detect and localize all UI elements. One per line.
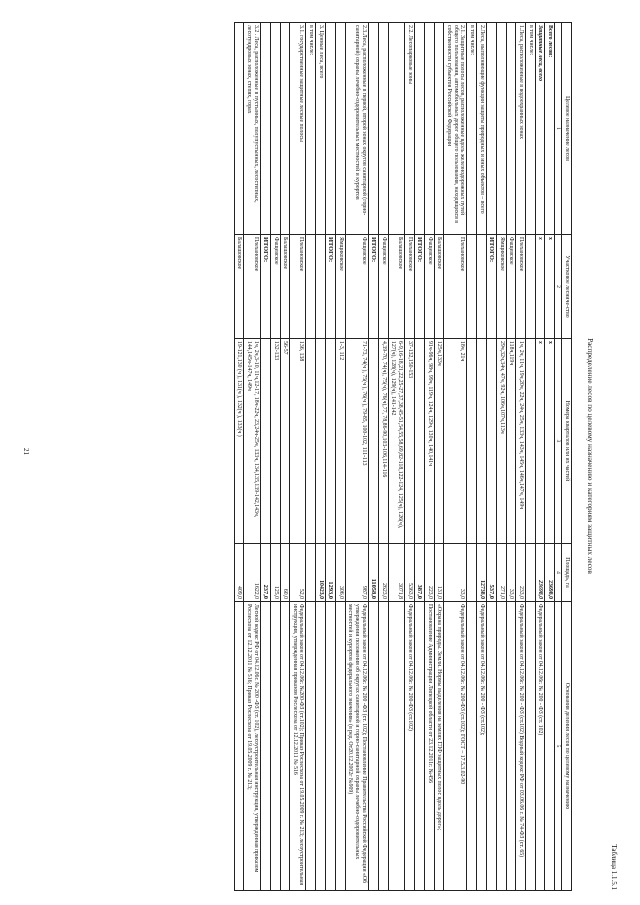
purpose-cell: 2.Леса, выполняющие функции защиты природных и иных объектов – всего: [477, 23, 487, 235]
basis-cell: [497, 602, 507, 891]
quarters-cell: x: [545, 339, 555, 544]
header-number: 3: [555, 339, 562, 544]
page-number: 21: [22, 448, 30, 455]
quarters-cell: 136, 138: [290, 339, 306, 544]
purpose-cell: Всего лесов:: [545, 23, 555, 235]
table-row: [345, 23, 368, 891]
purpose-cell: [486, 23, 496, 235]
forestry-cell: x: [535, 235, 545, 339]
table-body: [234, 23, 554, 891]
basis-cell: [545, 602, 555, 891]
area-cell: [467, 544, 477, 602]
purpose-cell: [497, 23, 507, 235]
purpose-cell: 3. Ценные леса, всего: [316, 23, 326, 235]
area-cell: 5363,0: [405, 544, 415, 602]
table-row: [535, 23, 545, 891]
table-row: [379, 23, 389, 891]
header-number: 2: [555, 235, 562, 339]
basis-cell: [234, 602, 244, 891]
area-cell: 131,0: [434, 544, 444, 602]
quarters-cell: [526, 339, 536, 544]
purpose-cell: 3.2 . Леса, расположенные в пустынных, полупустынных, лесостепных, лесотундровых зонах, степях, горах: [244, 23, 260, 235]
quarters-cell: 37-132,150-153: [405, 339, 415, 544]
basis-cell: [260, 602, 270, 891]
forestry-cell: ИТОГО:: [325, 235, 335, 339]
table-row: [425, 23, 435, 891]
forestry-cell: x: [545, 235, 555, 339]
table-row: [497, 23, 507, 891]
purpose-cell: [325, 23, 335, 235]
area-cell: 1622,0: [244, 544, 260, 602]
table-row: [270, 23, 280, 891]
forestry-cell: Ямщиковское: [336, 235, 346, 339]
purpose-cell: [280, 23, 290, 235]
basis-cell: [270, 602, 280, 891]
area-cell: 237,0: [260, 544, 270, 602]
forestry-cell: ИТОГО:: [368, 235, 378, 339]
quarters-cell: [306, 339, 316, 544]
quarters-cell: 132-133: [270, 339, 280, 544]
basis-cell: «Охрана природы. Земли. Нормы выделения на землях ГЛФ защитных полос вдоль дорог»;: [434, 602, 444, 891]
table-row: [434, 23, 444, 891]
header-row: [562, 23, 572, 891]
forestry-cell: Фащевское: [379, 235, 389, 339]
basis-cell: Лесной кодекс РФ от 04.12.06г. № 200 -ФЗ (ст. 102), лесоустроительная инструкция, утвержденная приказом Рослесхоза от 12.12.2011 № 516; Приказ Рослесхоза от 19.05.2009 г. № 213;: [244, 602, 260, 891]
forestry-cell: ИТОГО:: [260, 235, 270, 339]
area-cell: 10423,0: [316, 544, 326, 602]
header-number: 4: [555, 544, 562, 602]
basis-cell: Федеральный закон от 04.12.06г. № 200 - ФЗ (ст.102) Водный кодекс РФ от 03.06.06 г. № 74-ФЗ (ст. 65): [516, 602, 526, 891]
quarters-cell: 125ч,133ч: [434, 339, 444, 544]
table-row: [336, 23, 346, 891]
quarters-cell: x: [535, 339, 545, 544]
quarters-cell: 71-73, 74(ч ), 75(ч ), 76(ч ), 79-85, 100-102, 111-113: [345, 339, 368, 544]
quarters-cell: 1ч, 2ч, 11ч, 19ч,20ч, 22ч, 24ч, 25ч, 133ч, 143ч, 145ч, 146ч,147ч, 149ч: [516, 339, 526, 544]
quarters-cell: [325, 339, 335, 544]
forestry-cell: Балашовское: [234, 235, 244, 339]
table-label: Таблица 1.1.5.1: [610, 844, 618, 890]
area-cell: 2623,0: [379, 544, 389, 602]
header-cell: Площадь, га: [562, 544, 572, 602]
quarters-cell: 29ч,32ч,34ч, 47ч, 92ч, 106ч,107ч,113ч: [497, 339, 507, 544]
quarters-cell: 18ч, 21ч: [444, 339, 467, 544]
header-number-row: [555, 23, 562, 891]
table-row: [486, 23, 496, 891]
basis-cell: [379, 602, 389, 891]
table-row: [280, 23, 290, 891]
purpose-cell: в том числе:: [526, 23, 536, 235]
forestry-cell: Плехановское: [244, 235, 260, 339]
header-cell: Целевое назначение лесов: [562, 23, 572, 235]
table-row: [545, 23, 555, 891]
table-row: [516, 23, 526, 891]
purpose-cell: 3.1. государственные защитные лесные полосы: [290, 23, 306, 235]
basis-cell: [316, 602, 326, 891]
purpose-cell: [506, 23, 516, 235]
quarters-cell: [368, 339, 378, 544]
basis-cell: [388, 602, 404, 891]
header-cell: Номера кварталов или их частей: [562, 339, 572, 544]
area-cell: 271,0: [497, 544, 507, 602]
table-row: [477, 23, 487, 891]
table-row: [444, 23, 467, 891]
purpose-cell: 2.3.Леса, расположенные в первой, второй зонах округов санитарной (горно- санитарной) охраны лечебно-оздоровительных местностей и курортов: [345, 23, 368, 235]
area-cell: 23698,0: [535, 544, 545, 602]
table-row: [316, 23, 326, 891]
table-row: [260, 23, 270, 891]
header-cell: Основания деления лесов по целевому назначению: [562, 602, 572, 891]
forestry-cell: [306, 235, 316, 339]
forestry-cell: ИТОГО:: [414, 235, 424, 339]
forestry-cell: Фащевское: [425, 235, 435, 339]
basis-cell: [506, 602, 516, 891]
forestry-cell: Фащевское: [270, 235, 280, 339]
area-cell: 33,0: [444, 544, 467, 602]
quarters-cell: 6-9,16-18,21,22,25-27,37,38,45-51,54,55,58,69,82-118,122-124, 125(ч), 126(ч), 127(ч), 128(ч), 129(ч), 141-142: [388, 339, 404, 544]
basis-cell: Федеральный закон от 04.12.06г. № 200 - ФЗ (ст. 102): [535, 602, 545, 891]
basis-cell: [368, 602, 378, 891]
area-cell: 223,0: [425, 544, 435, 602]
basis-cell: [486, 602, 496, 891]
forestry-cell: ИТОГО:: [486, 235, 496, 339]
area-cell: 23698,0: [545, 544, 555, 602]
area-cell: [526, 544, 536, 602]
forestry-cell: [526, 235, 536, 339]
basis-cell: Федеральный закон от 04.12.06г. № 200-ФЗ (ст.102); ГОСТ – 17.5.3.02-90: [444, 602, 467, 891]
quarters-cell: 118ч,119ч: [506, 339, 516, 544]
rotated-page-content: [20, 16, 620, 896]
area-cell: 11058,0: [368, 544, 378, 602]
quarters-cell: 1ч, 2ч,3-10, 11ч,12-17, 18ч-22ч, 23,24ч-25ч, 133ч, 134,135,139-142,143ч, 144,145ч-147ч, 149ч: [244, 339, 260, 544]
table-row: [405, 23, 415, 891]
forestry-cell: Фащевское: [506, 235, 516, 339]
purpose-cell: [270, 23, 280, 235]
table-row: [506, 23, 516, 891]
purpose-cell: [260, 23, 270, 235]
forestry-cell: Плехановское: [444, 235, 467, 339]
area-cell: 387,0: [414, 544, 424, 602]
quarters-cell: 4,39-70, 74(ч), 75(ч), 76(ч),77, 78,86-90,103-106,114-116: [379, 339, 389, 544]
forestry-cell: Плехановское: [290, 235, 306, 339]
quarters-cell: 91ч-96ч, 98ч, 99ч, 119ч, 124ч, 129ч, 130ч, 140,141ч: [425, 339, 435, 544]
area-cell: [306, 544, 316, 602]
forestry-cell: Плехановское: [516, 235, 526, 339]
purpose-cell: [336, 23, 346, 235]
purpose-cell: [234, 23, 244, 235]
forestry-cell: Балашовское: [434, 235, 444, 339]
header-number: 5: [555, 602, 562, 891]
area-cell: 537,0: [486, 544, 496, 602]
purpose-cell: [379, 23, 389, 235]
forestry-cell: Фащевское: [345, 235, 368, 339]
quarters-cell: 19-121,130 (ч ), 131(ч ), 132(ч ), 133(ч ): [234, 339, 244, 544]
table-caption: Распределение лесов по целевому назначению и категориям защитных лесов: [586, 338, 594, 574]
area-cell: 1293,0: [325, 544, 335, 602]
purpose-cell: в том числе:: [467, 23, 477, 235]
table-row: [414, 23, 424, 891]
basis-cell: Федеральный закон от 04.12.06г. № 200 - ФЗ (ст.102);: [477, 602, 487, 891]
basis-cell: Федеральный закон от 04.12.06г. № 200-ФЗ (ст.102): [405, 602, 415, 891]
table-row: [467, 23, 477, 891]
purpose-cell: [434, 23, 444, 235]
table-row: [388, 23, 404, 891]
table-row: [325, 23, 335, 891]
area-cell: 306,0: [336, 544, 346, 602]
table-row: [290, 23, 306, 891]
area-cell: 52,0: [290, 544, 306, 602]
purpose-cell: [388, 23, 404, 235]
purpose-cell: 2.2. Лесопарковые зоны: [405, 23, 415, 235]
basis-cell: [414, 602, 424, 891]
quarters-cell: 1-3, 112: [336, 339, 346, 544]
forestry-cell: Балашовское: [280, 235, 290, 339]
basis-cell: [306, 602, 316, 891]
forestry-cell: [477, 235, 487, 339]
area-cell: 233,0: [516, 544, 526, 602]
area-cell: 33,0: [506, 544, 516, 602]
forestry-cell: Ямщиковское: [497, 235, 507, 339]
table-row: [244, 23, 260, 891]
quarters-cell: [316, 339, 326, 544]
basis-cell: [336, 602, 346, 891]
table-row: [526, 23, 536, 891]
basis-cell: [526, 602, 536, 891]
area-cell: 409,0: [234, 544, 244, 602]
area-cell: 12738,0: [477, 544, 487, 602]
purpose-cell: [414, 23, 424, 235]
purpose-cell: 2.1. Защитные полосы лесов, расположенные вдоль железнодорожных путей общего пользования, автомобильных дорог общего пользования, находящихся в собственности субъектов Российской Федерации: [444, 23, 467, 235]
purpose-cell: [425, 23, 435, 235]
purpose-cell: 1.Леса, расположенные в водоохранных зонах: [516, 23, 526, 235]
quarters-cell: [477, 339, 487, 544]
purpose-cell: Защитные леса, всего: [535, 23, 545, 235]
forestry-cell: Плехановское: [405, 235, 415, 339]
area-cell: 125,0: [270, 544, 280, 602]
quarters-cell: [486, 339, 496, 544]
basis-cell: [280, 602, 290, 891]
basis-cell: [325, 602, 335, 891]
forestry-cell: [467, 235, 477, 339]
quarters-cell: [414, 339, 424, 544]
basis-cell: [467, 602, 477, 891]
table-row: [368, 23, 378, 891]
table-row: [234, 23, 244, 891]
forest-distribution-table: [234, 22, 572, 891]
basis-cell: Федеральный закон от 04.12.06г. № 200 -ФЗ (ст. 102); Постановление Правительства Российской Федерации «Об утверждении положения об округах санитарной и горно-санитарной охраны лечебно-оздоровительных местностей и курортов федерального значения» (в ред. От20.12.2002г №909): [345, 602, 368, 891]
header-cell: Участковое лесниче-ство: [562, 235, 572, 339]
quarters-cell: [467, 339, 477, 544]
area-cell: 3071,8: [388, 544, 404, 602]
area-cell: 987,0: [345, 544, 368, 602]
basis-cell: Федеральный закон от 04.12.06г. №200-ФЗ (ст.102); Приказ Рослесхоза от 19.05.2009 г. № 213; лесоустроительная инструкция, утвержденная приказом Рослесхоза от 12.12.2011 № 516: [290, 602, 306, 891]
quarters-cell: 56-57: [280, 339, 290, 544]
forestry-cell: [316, 235, 326, 339]
purpose-cell: [368, 23, 378, 235]
area-cell: 60,0: [280, 544, 290, 602]
header-number: 1: [555, 23, 562, 235]
forestry-cell: Балашовское: [388, 235, 404, 339]
quarters-cell: [260, 339, 270, 544]
purpose-cell: в том числе:: [306, 23, 316, 235]
basis-cell: Постановление Администрации Липецкой области от 23.12.2011г. №456: [425, 602, 435, 891]
table-row: [306, 23, 316, 891]
